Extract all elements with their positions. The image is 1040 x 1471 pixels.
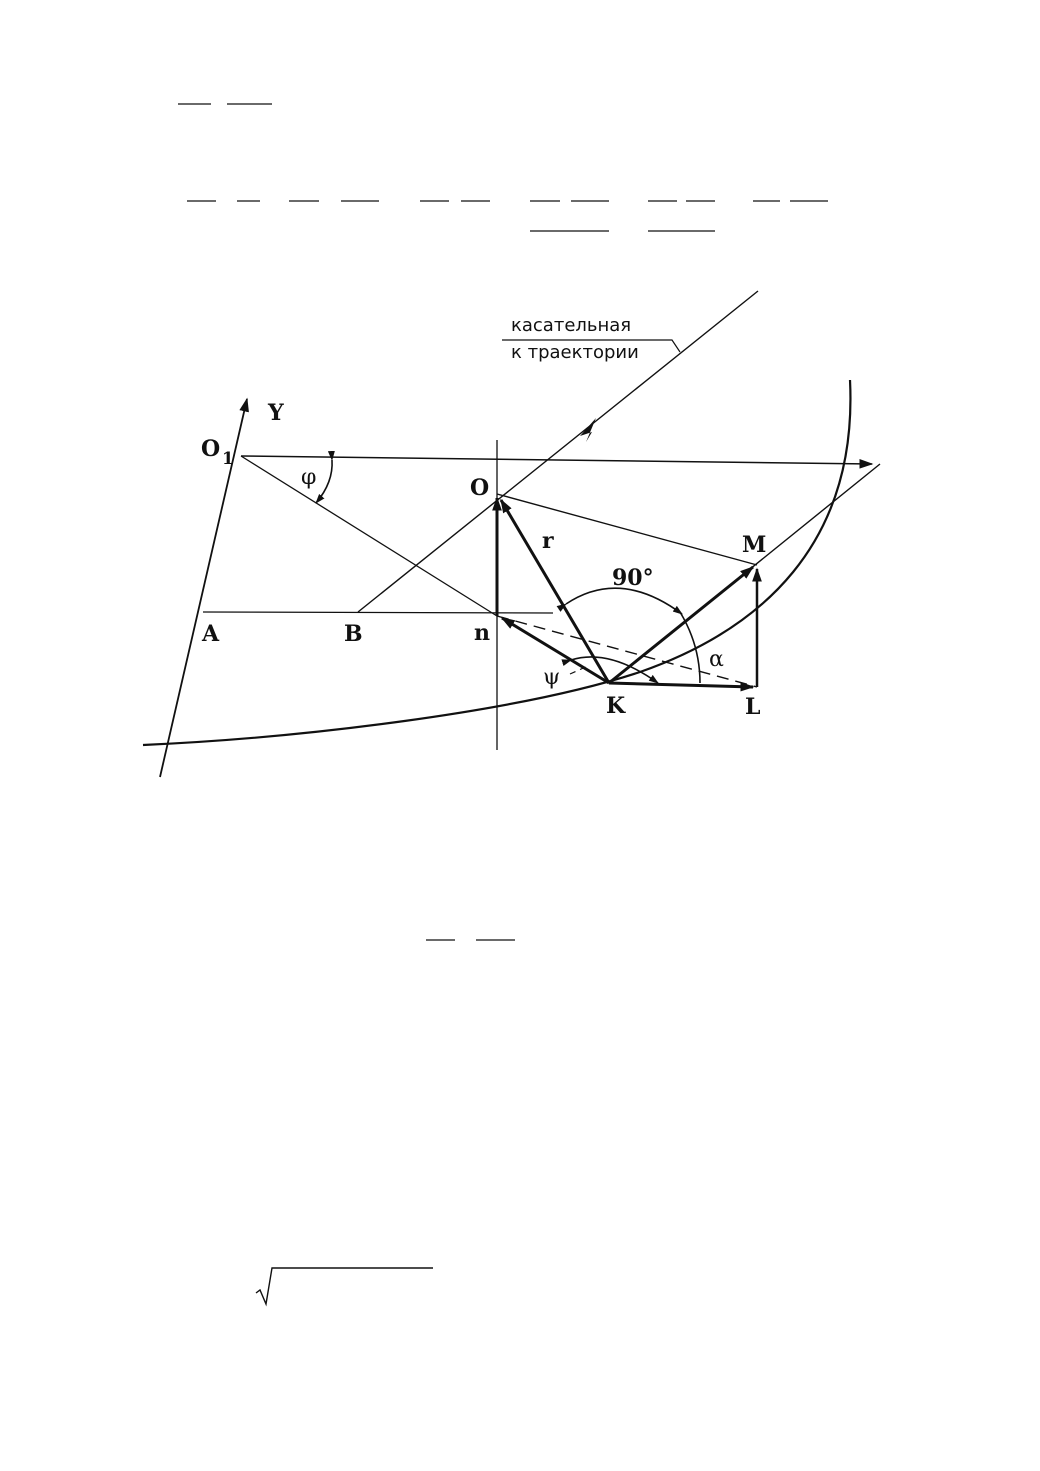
formula-fragments-top <box>178 104 828 231</box>
o-to-m-line <box>497 494 757 565</box>
label-l: L <box>745 694 761 720</box>
tangent-caption-line1: касательная <box>511 315 632 336</box>
label-b: B <box>344 621 363 647</box>
label-k: K <box>606 693 626 719</box>
label-alpha: α <box>709 647 724 672</box>
tangent-arrowhead <box>580 418 596 442</box>
label-phi: φ <box>301 465 317 490</box>
tangent-caption-line2: к траектории <box>511 342 639 363</box>
label-o1-subscript: 1 <box>222 449 234 469</box>
kinematics-diagram <box>143 291 880 777</box>
label-o: O <box>470 475 490 501</box>
label-o1: O <box>201 436 221 462</box>
label-a: A <box>202 621 220 647</box>
o1-horizontal-line <box>241 456 872 464</box>
label-y: Y <box>268 400 284 426</box>
label-psi: ψ <box>543 665 561 690</box>
label-90-degrees: 90° <box>612 565 654 591</box>
vector-k-to-l <box>609 683 753 687</box>
diagram-labels <box>201 315 766 720</box>
phi-arc <box>316 460 332 503</box>
tangent-line <box>358 291 758 612</box>
sqrt-sign <box>256 1268 433 1304</box>
label-n: n <box>474 620 490 646</box>
label-r: r <box>542 528 554 554</box>
a-n-line <box>203 612 553 613</box>
o1-to-n-line <box>241 456 497 616</box>
label-m: M <box>742 532 767 558</box>
right-angle-arc <box>566 588 682 614</box>
formula-fragments-bottom <box>256 940 515 1304</box>
